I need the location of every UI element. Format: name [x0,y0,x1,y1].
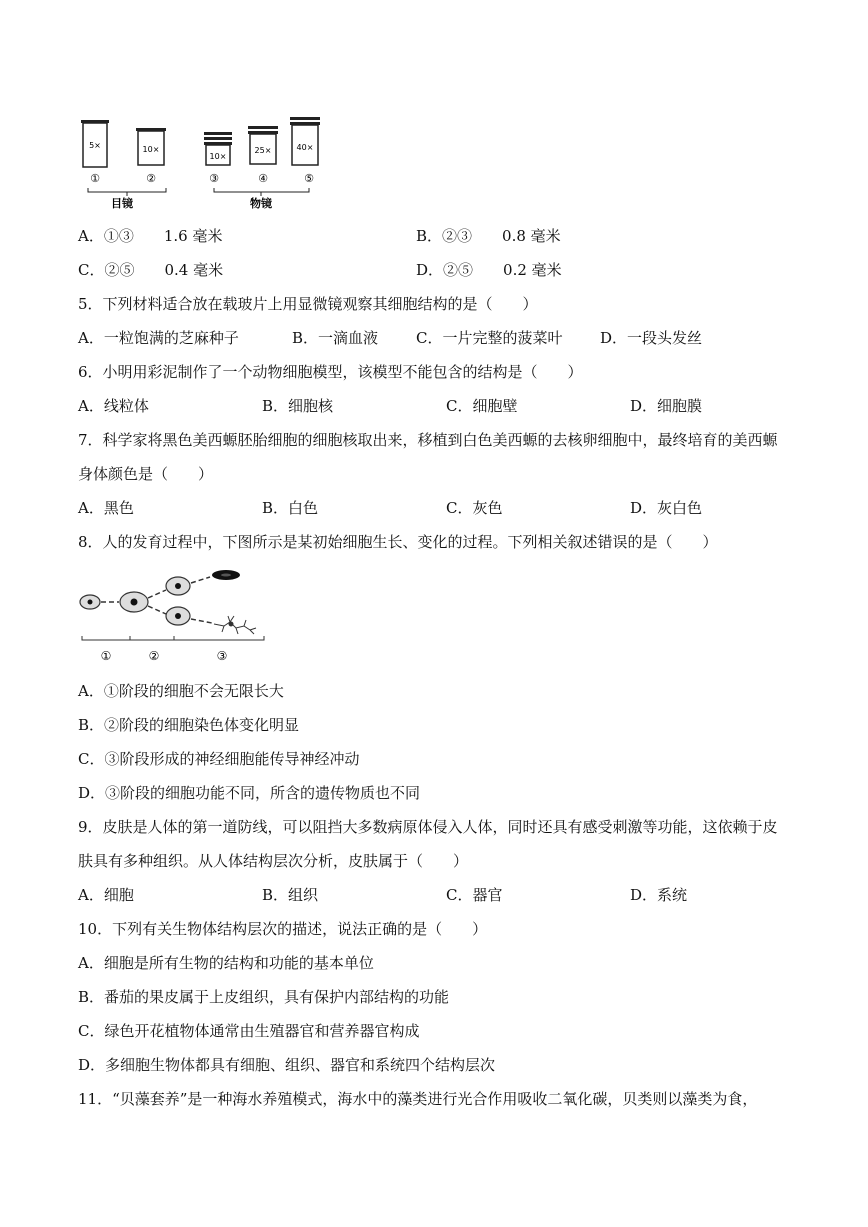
q7-option-b: B．白色 [262,499,319,517]
q7-stem-line-1: 7．科学家将黑色美西螈胚胎细胞的细胞核取出来，移植到白色美西螈的去核卵细胞中，最终培育的美西螈 [78,431,778,449]
q9-stem-line-1: 9．皮肤是人体的第一道防线，可以阻挡大多数病原体侵入人体，同时还具有感受刺激等功能，这依赖于皮 [78,818,778,836]
q8-stem: 8．人的发育过程中，下图所示是某初始细胞生长、变化的过程。下列相关叙述错误的是（ ） [78,533,718,551]
q8-option-d: D．③阶段的细胞功能不同，所含的遗传物质也不同 [78,784,421,802]
q11-stem: 11．“贝藻套养”是一种海水养殖模式，海水中的藻类进行光合作用吸收二氧化碳，贝类则以藻类为食， [78,1090,758,1108]
nerve-cell [214,616,256,634]
q9-option-c: C．器官 [446,886,503,904]
q7-stem-line-2: 身体颜色是（ ） [78,465,214,483]
q6-option-d: D．细胞膜 [630,397,703,415]
cell-divided-lower [166,607,190,625]
q4-option-c: C．②⑤ 0.4 毫米 [78,261,224,279]
q5-option-a: A．一粒饱满的芝麻种子 [78,329,239,347]
q5-option-d: D．一段头发丝 [600,329,703,347]
cell-divided-upper [166,577,190,595]
q10-option-a: A．细胞是所有生物的结构和功能的基本单位 [78,954,374,972]
q10-stem: 10．下列有关生物体结构层次的描述，说法正确的是（ ） [78,920,488,938]
microscope-lens-figure [78,112,338,212]
lens-4-mag: 25× [254,146,272,155]
q9-stem-line-2: 肤具有多种组织。从人体结构层次分析，皮肤属于（ ） [78,852,469,870]
q7-option-a: A．黑色 [78,499,134,517]
q5-stem: 5．下列材料适合放在载玻片上用显微镜观察其细胞结构的是（ ） [78,295,538,313]
cell-development-figure [78,566,278,666]
objective-5 [290,117,320,185]
q6-option-b: B．细胞核 [262,397,334,415]
lens-5-mag: 40× [296,143,314,152]
eyepiece-label: 目镜 [111,197,133,210]
lens-1-num: ① [90,172,100,185]
q5-option-b: B．一滴血液 [292,329,379,347]
stage-2-label: ② [148,649,160,663]
q6-stem: 6．小明用彩泥制作了一个动物细胞模型，该模型不能包含的结构是（ ） [78,363,583,381]
lens-5-num: ⑤ [304,172,314,185]
cell-grown [120,592,148,612]
eyepiece-2 [136,128,166,185]
q10-option-d: D．多细胞生物体都具有细胞、组织、器官和系统四个结构层次 [78,1056,496,1074]
cell-initial [80,595,100,609]
stage-1-label: ① [100,649,112,663]
red-blood-cell [212,570,240,580]
q8-option-c: C．③阶段形成的神经细胞能传导神经冲动 [78,750,360,768]
q6-option-a: A．线粒体 [78,397,149,415]
objective-3 [204,132,232,185]
q9-option-d: D．系统 [630,886,688,904]
q9-option-a: A．细胞 [78,886,134,904]
stage-3-label: ③ [216,649,228,663]
lens-2-mag: 10× [142,145,160,154]
q4-option-a: A．①③ 1.6 毫米 [78,227,223,245]
lens-3-mag: 10× [209,152,227,161]
objective-label: 物镜 [250,197,272,210]
q5-option-c: C．一片完整的菠菜叶 [416,329,563,347]
q6-option-c: C．细胞壁 [446,397,518,415]
q4-option-b: B．②③ 0.8 毫米 [416,227,561,245]
lens-2-num: ② [146,172,156,185]
q8-option-b: B．②阶段的细胞染色体变化明显 [78,716,300,734]
q10-option-c: C．绿色开花植物体通常由生殖器官和营养器官构成 [78,1022,420,1040]
q7-option-d: D．灰白色 [630,499,703,517]
lens-3-num: ③ [209,172,219,185]
eyepiece-1 [81,120,109,185]
q7-option-c: C．灰色 [446,499,503,517]
q4-option-d: D．②⑤ 0.2 毫米 [416,261,562,279]
lens-4-num: ④ [258,172,268,185]
q10-option-b: B．番茄的果皮属于上皮组织，具有保护内部结构的功能 [78,988,450,1006]
lens-1-mag: 5× [89,141,101,150]
objective-4 [248,126,278,185]
q8-option-a: A．①阶段的细胞不会无限长大 [78,682,284,700]
q9-option-b: B．组织 [262,886,319,904]
